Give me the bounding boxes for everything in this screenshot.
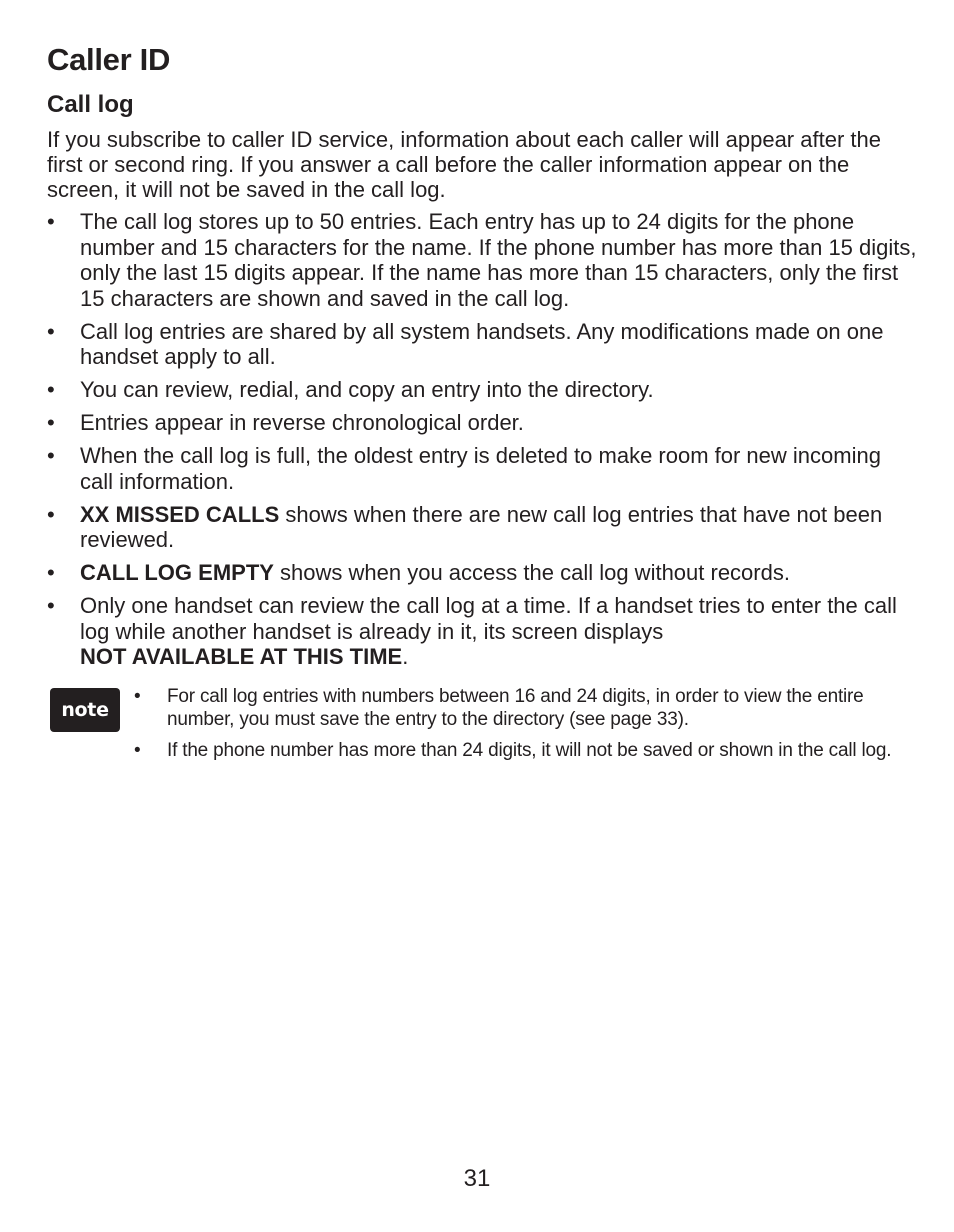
list-item-text: Call log entries are shared by all system handsets. Any modifications made on one handset apply to all.: [80, 318, 884, 369]
note-list: [134, 685, 894, 770]
list-item: [47, 319, 917, 370]
list-item-tail: .: [402, 644, 409, 669]
list-item-text: shows when you access the call log without records.: [273, 560, 790, 585]
note-item-text: For call log entries with numbers between 16 and 24 digits, in order to view the entire number, you must save the entry to the directory (see page 33).: [167, 686, 864, 730]
note-item: [134, 685, 894, 731]
bullet-icon: •: [134, 686, 141, 707]
list-item: [47, 593, 917, 670]
list-item: [47, 560, 917, 586]
list-item: [47, 443, 917, 494]
list-item-text: When the call log is full, the oldest entry is deleted to make room for new incoming call information.: [80, 443, 881, 494]
bullet-icon: •: [47, 318, 55, 344]
list-item: [47, 377, 917, 403]
screen-message-call-log-empty: CALL LOG EMPTY: [80, 560, 274, 585]
bullet-icon: •: [47, 501, 55, 527]
note-icon: note: [50, 688, 120, 732]
bullet-list: [47, 209, 917, 677]
page-title: Caller ID: [47, 42, 171, 77]
list-item-text: shows when there are new call log entries that have not been reviewed.: [80, 501, 883, 552]
intro-paragraph: If you subscribe to caller ID service, information about each caller will appear after the first or second ring. If you answer a call before the caller information appear on the screen, it will not be saved in the call log.: [47, 127, 881, 202]
list-item: [47, 209, 917, 311]
bullet-icon: •: [134, 740, 141, 761]
note-item-text: If the phone number has more than 24 digits, it will not be saved or shown in the call log.: [167, 740, 892, 761]
bullet-icon: •: [47, 443, 55, 468]
list-item: [47, 410, 917, 436]
list-item-text: Only one handset can review the call log at a time. If a handset tries to enter the call log while another handset is already in it, its screen displays: [80, 593, 897, 644]
note-item: [134, 739, 894, 762]
list-item-text: Entries appear in reverse chronological order.: [80, 410, 524, 435]
bullet-icon: •: [47, 410, 55, 435]
bullet-icon: •: [47, 377, 55, 402]
page-number: 31: [463, 1165, 491, 1192]
bullet-icon: •: [47, 209, 55, 234]
bullet-icon: •: [47, 593, 55, 618]
screen-message-missed-calls: XX MISSED CALLS: [80, 501, 280, 527]
section-title: Call log: [47, 91, 134, 118]
screen-message-not-available: NOT AVAILABLE AT THIS TIME: [80, 644, 403, 669]
list-item-text: You can review, redial, and copy an entry into the directory.: [80, 377, 654, 402]
bullet-icon: •: [47, 560, 55, 585]
list-item: [47, 502, 917, 553]
list-item-text: The call log stores up to 50 entries. Each entry has up to 24 digits for the phone number and 15 characters for the name. If the phone number has more than 15 digits, only the last 15 digits appear. If the name has more than 15 characters, only the first 15 characters are shown and saved in the call log.: [80, 209, 917, 311]
